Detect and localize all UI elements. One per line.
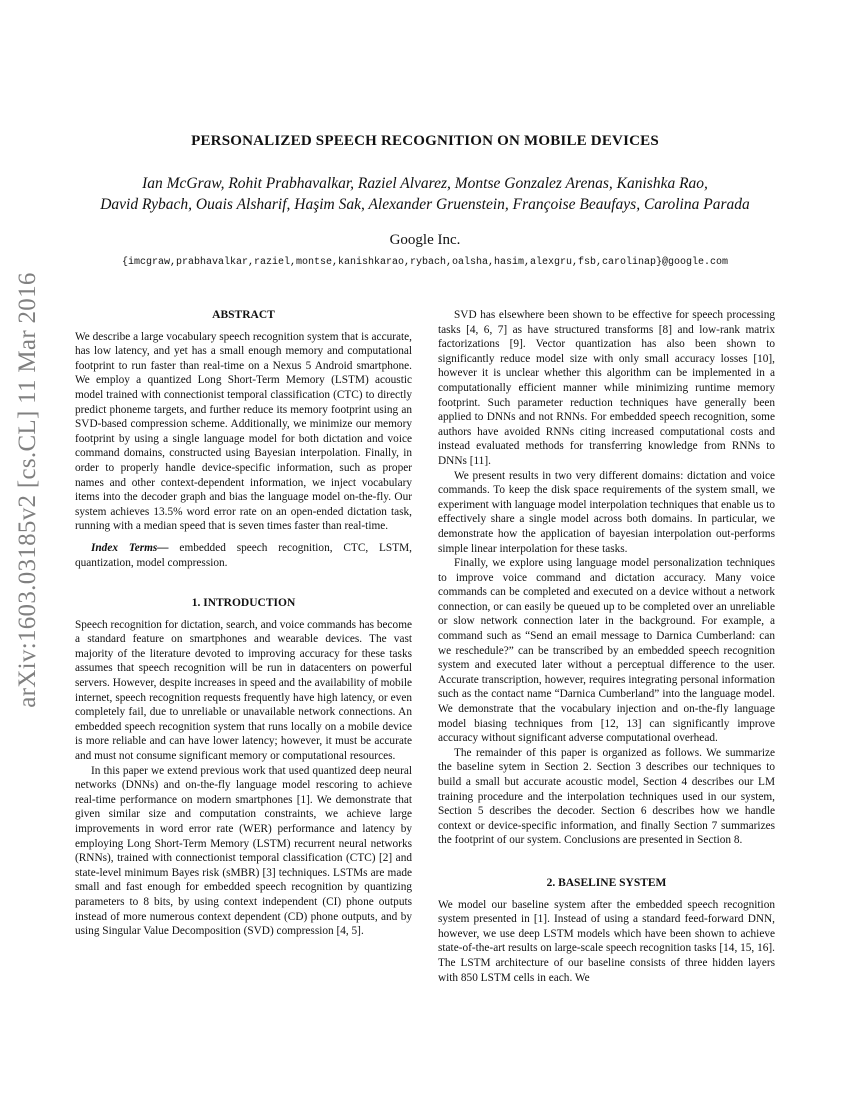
affiliation: Google Inc. (389, 232, 461, 248)
index-terms-text: embedded speech recognition, CTC, LSTM, quantization, model compression. (75, 541, 412, 569)
intro-paragraph-6: The remainder of this paper is organized as follows. We summarize the baseline sytem in Section 2. Section 3 describes our techniques to build a small but accurate acoustic model, Section 4 describes our LM training procedure and the interpolation techniques used in our system, Section 5 describes the decoder. Section 6 describes how we handle context or device-specific information, and finally Section 7 summarizes the footprint of our system. Conclusions are presented in Section 8. (438, 746, 775, 847)
intro-paragraph-5: Finally, we explore using language model personalization techniques to improve voice command and dictation accuracy. Many voice commands can be completed and executed on a device without a network connection, or can easily be queued up to be completed over an unreliable or slow network connection later in the background. For example, a command such as “Send an email message to Darnica Cumberland: can we reschedule?” can be transcribed by an embedded speech recognition system and executed later without a perceptual difference to the user. Accurate transcription, however, requires integrating personal information such as the contact name “Darnica Cumberland” into the language model. We demonstrate that the vocabulary injection and on-the-fly language model biasing techniques from [12, 13] can significantly improve accuracy without significant adverse computational overhead. (438, 557, 775, 745)
author-emails: {imcgraw,prabhavalkar,raziel,montse,kanishkarao,rybach,oalsha,hasim,alexgru,fsb,carolinap}@google.com (121, 257, 729, 268)
baseline-paragraph-1: We model our baseline system after the embedded speech recognition system presented in [1]. Instead of using a standard feed-forward DNN, however, we use deep LSTM models which have been shown to achieve state-of-the-art results on large-scale speech recognition tasks [14, 15, 16]. The LSTM architecture of our baseline consists of three hidden layers with 850 LSTM cells in each. We (438, 898, 775, 984)
author-list (0, 173, 850, 215)
baseline-heading: 2. BASELINE SYSTEM (546, 876, 667, 889)
authors-line-1: Ian McGraw, Rohit Prabhavalkar, Raziel Alvarez, Montse Gonzalez Arenas, Kanishka Rao, (142, 175, 708, 192)
intro-paragraph-3: SVD has elsewhere been shown to be effective for speech processing tasks [4, 6, 7] as have structured transforms [8] and low-rank matrix factorizations [9]. Vector quantization has also been shown to significantly reduce model size with only small accuracy losses [10], however it is unclear whether this algorithm can be implemented in a computationally efficient manner while minimizing runtime memory footprint. Such parameter reduction techniques have generally been applied to DNNs and not RNNs. For embedded speech recognition, some authors have avoided RNNs citing increased computational costs and instead evaluated methods for transferring knowledge from RNNs to DNNs [11]. (438, 309, 775, 467)
abstract-text: We describe a large vocabulary speech recognition system that is accurate, has low latency, and yet has a small enough memory and computational footprint to run faster than real-time on a Nexus 5 Android smartphone. We employ a quantized Long Short-Term Memory (LSTM) acoustic model trained with connectionist temporal classification (CTC) to directly predict phoneme targets, and further reduce its memory footprint using an SVD-based compression scheme. Additionally, we minimize our memory footprint by using a single language model for both dictation and voice command domains, constructed using Bayesian interpolation. Finally, in order to properly handle device-specific information, such as proper names and other context-dependent information, we inject vocabulary items into the decoder graph and bias the language model on-the-fly. Our system achieves 13.5% word error rate on an open-ended dictation task, running with a median speed that is seven times faster than real-time. (75, 330, 412, 533)
left-column (75, 308, 412, 939)
abstract-heading: ABSTRACT (212, 309, 275, 321)
intro-paragraph-2: In this paper we extend previous work that used quantized deep neural networks (DNNs) and on-the-fly language model rescoring to achieve real-time performance on modern smartphones [1]. We demonstrate that given similar size and computation constraints, we achieve large improvements in word error rate (WER) performance and latency by employing Long Short-Term Memory (LSTM) recurrent neural networks (RNNs), trained with connectionist temporal classification (CTC) [2] and state-level minimum Bayes risk (sMBR) [3] techniques. LSTMs are made small and fast enough for embedded speech recognition by quantizing parameters to 8 bits, by using context independent (CI) phone outputs instead of more numerous context dependent (CD) phone outputs, and by using Singular Value Decomposition (SVD) compression [4, 5]. (75, 764, 412, 938)
paper-title: PERSONALIZED SPEECH RECOGNITION ON MOBILE DEVICES (191, 133, 659, 149)
introduction-heading: 1. INTRODUCTION (191, 597, 296, 610)
right-column (438, 308, 775, 985)
intro-paragraph-4: We present results in two very different domains: dictation and voice commands. To keep the disk space requirements of the system small, we experiment with language model interpolation techniques that enable us to effectively share a single model across both domains. In particular, we demonstrate how the application of bayesian interpolation out-performs simple linear interpolation for these tasks. (438, 469, 775, 555)
index-terms (75, 541, 412, 570)
arxiv-stamp (8, 272, 48, 708)
authors-line-2: David Rybach, Ouais Alsharif, Haşim Sak, Alexander Gruenstein, Françoise Beaufays, Carolina Parada (100, 196, 750, 213)
arxiv-identifier: arXiv:1603.03185v2 [cs.CL] 11 Mar 2016 (14, 272, 41, 708)
intro-paragraph-1: Speech recognition for dictation, search, and voice commands has become a standard feature on smartphones and wearable devices. The vast majority of the literature devoted to improving accuracy for these tasks assumes that speech recognition will be run in datacenters on powerful servers. However, despite increases in speed and the availability of mobile internet, speech recognition requests frequently have high latency, or even completely fail, due to unreliable or unavailable network connections. An embedded speech recognition system that runs locally on a mobile device is more reliable and can have lower latency; however, it must be accurate and must not consume significant memory or computational resources. (75, 618, 412, 763)
index-terms-label: Index Terms— (91, 541, 169, 554)
